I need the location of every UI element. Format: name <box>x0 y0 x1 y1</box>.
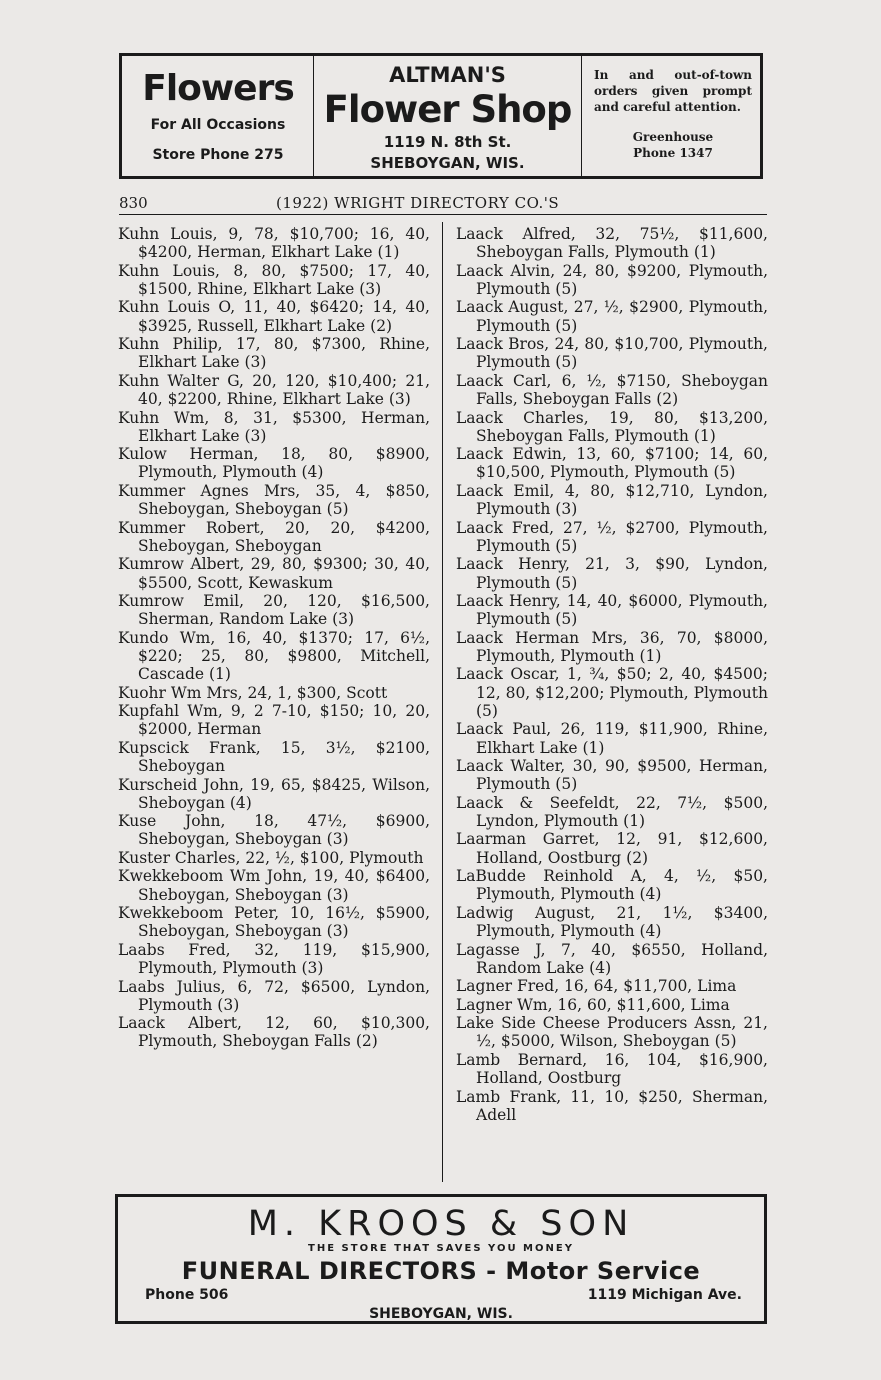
page-title: (1922) WRIGHT DIRECTORY CO.'S <box>276 194 560 212</box>
kroos-funeral-ad <box>115 1194 767 1324</box>
directory-entry: Kwekkeboom Wm John, 19, 40, $6400, Sheboygan, Sheboygan (3) <box>118 867 430 904</box>
directory-entry: Laack Henry, 21, 3, $90, Lyndon, Plymouth (5) <box>456 555 768 592</box>
directory-entry: Lake Side Cheese Producers Assn, 21, ½, $5000, Wilson, Sheboygan (5) <box>456 1014 768 1051</box>
ad-right-panel <box>582 56 760 176</box>
directory-entry: Laack Alfred, 32, 75½, $11,600, Sheboygan Falls, Plymouth (1) <box>456 225 768 262</box>
directory-entry: Kummer Robert, 20, 20, $4200, Sheboygan, Sheboygan <box>118 518 430 555</box>
ad-store-phone: Store Phone 275 <box>152 147 284 163</box>
directory-entry: Laabs Julius, 6, 72, $6500, Lyndon, Plymouth (3) <box>118 977 430 1014</box>
directory-entry: Kulow Herman, 18, 80, $8900, Plymouth, Plymouth (4) <box>118 445 430 482</box>
directory-entry: Lagner Wm, 16, 60, $11,600, Lima <box>456 995 730 1014</box>
directory-entry: Laack Edwin, 13, 60, $7100; 14, 60, $10,500, Plymouth, Plymouth (5) <box>456 445 768 482</box>
page-header <box>119 192 767 215</box>
page-number: 830 <box>119 194 148 212</box>
directory-entry: Lamb Frank, 11, 10, $250, Sherman, Adell <box>456 1087 768 1124</box>
directory-entry: Laack Alvin, 24, 80, $9200, Plymouth, Plymouth (5) <box>456 261 768 298</box>
ad-shop-city: SHEBOYGAN, WIS. <box>370 154 525 172</box>
directory-entry: Ladwig August, 21, 1½, $3400, Plymouth, Plymouth (4) <box>456 903 768 941</box>
ad-kroos-phone: Phone 506 <box>145 1287 229 1303</box>
directory-entry: Lagasse J, 7, 40, $6550, Holland, Random Lake (4) <box>456 940 768 977</box>
ad-kroos-tagline: THE STORE THAT SAVES YOU MONEY <box>308 1243 574 1254</box>
directory-entry: Kuhn Philip, 17, 80, $7300, Rhine, Elkhart Lake (3) <box>118 335 430 372</box>
ad-shop-owner: ALTMAN'S <box>389 63 506 87</box>
directory-entry: Laack Emil, 4, 80, $12,710, Lyndon, Plymouth (3) <box>456 481 768 519</box>
ad-flowers-title: Flowers <box>142 68 294 109</box>
directory-entry: Kuhn Wm, 8, 31, $5300, Herman, Elkhart Lake (3) <box>118 408 430 445</box>
directory-entry: Laack & Seefeldt, 22, 7½, $500, Lyndon, Plymouth (1) <box>456 793 768 830</box>
ad-greenhouse-phone: Phone 1347 <box>633 146 713 160</box>
directory-entry: LaBudde Reinhold A, 4, ½, $50, Plymouth, Plymouth (4) <box>456 867 768 904</box>
altman-flower-shop-ad <box>119 53 763 179</box>
directory-entry: Laabs Fred, 32, 119, $15,900, Plymouth, Plymouth (3) <box>118 940 430 978</box>
directory-entry: Laack Fred, 27, ½, $2700, Plymouth, Plymouth (5) <box>456 518 768 555</box>
ad-occasions-text: For All Occasions <box>150 117 286 133</box>
directory-entry: Kurscheid John, 19, 65, $8425, Wilson, Sheboygan (4) <box>118 775 430 812</box>
ad-greenhouse-label: Greenhouse <box>632 130 714 144</box>
ad-orders-text: In and out-of-town orders given prompt and careful attention. <box>594 68 752 114</box>
directory-entry: Laack Walter, 30, 90, $9500, Herman, Plymouth (5) <box>456 757 768 794</box>
right-column <box>456 225 768 1124</box>
ad-middle-panel <box>314 56 582 176</box>
directory-entry: Kumrow Emil, 20, 120, $16,500, Sherman, Random Lake (3) <box>118 592 430 629</box>
directory-entry: Laarman Garret, 12, 91, $12,600, Holland, Oostburg (2) <box>456 830 768 867</box>
directory-entry: Laack Henry, 14, 40, $6000, Plymouth, Plymouth (5) <box>456 592 768 629</box>
directory-entry: Kuhn Louis, 9, 78, $10,700; 16, 40, $4200, Herman, Elkhart Lake (1) <box>118 225 430 262</box>
directory-entry: Laack Herman Mrs, 36, 70, $8000, Plymouth, Plymouth (1) <box>456 628 768 665</box>
directory-entry: Kuster Charles, 22, ½, $100, Plymouth <box>118 848 424 867</box>
left-column <box>118 225 430 1051</box>
directory-entry: Kupfahl Wm, 9, 2 7-10, $150; 10, 20, $2000, Herman <box>118 702 430 739</box>
directory-entry: Kuhn Louis, 8, 80, $7500; 17, 40, $1500, Rhine, Elkhart Lake (3) <box>118 261 430 298</box>
ad-kroos-name: M. KROOS & SON <box>247 1204 635 1244</box>
directory-entry: Laack Albert, 12, 60, $10,300, Plymouth, Sheboygan Falls (2) <box>118 1014 430 1051</box>
directory-entry: Lamb Bernard, 16, 104, $16,900, Holland, Oostburg <box>456 1050 768 1088</box>
directory-entry: Laack Carl, 6, ½, $7150, Sheboygan Falls, Sheboygan Falls (2) <box>456 371 768 409</box>
directory-entry: Kundo Wm, 16, 40, $1370; 17, 6½, $220; 25, 80, $9800, Mitchell, Cascade (1) <box>118 628 430 684</box>
directory-entry: Kummer Agnes Mrs, 35, 4, $850, Sheboygan, Sheboygan (5) <box>118 481 430 519</box>
column-divider <box>442 222 443 1182</box>
directory-entry: Laack August, 27, ½, $2900, Plymouth, Plymouth (5) <box>456 298 768 335</box>
directory-entry: Kuhn Walter G, 20, 120, $10,400; 21, 40, $2200, Rhine, Elkhart Lake (3) <box>118 371 430 409</box>
ad-kroos-address: 1119 Michigan Ave. <box>587 1287 742 1303</box>
directory-entry: Laack Paul, 26, 119, $11,900, Rhine, Elkhart Lake (1) <box>456 720 768 757</box>
directory-entry: Laack Charles, 19, 80, $13,200, Sheboygan Falls, Plymouth (1) <box>456 408 768 445</box>
directory-entry: Lagner Fred, 16, 64, $11,700, Lima <box>456 977 737 996</box>
ad-kroos-contact-row <box>118 1287 764 1305</box>
ad-left-panel <box>122 56 314 176</box>
directory-entry: Laack Oscar, 1, ¾, $50; 2, 40, $4500; 12, 80, $12,200; Plymouth, Plymouth (5) <box>456 665 768 720</box>
ad-shop-name: Flower Shop <box>323 88 572 131</box>
directory-entry: Kwekkeboom Peter, 10, 16½, $5900, Sheboygan, Sheboygan (3) <box>118 904 430 941</box>
ad-kroos-headline: FUNERAL DIRECTORS - Motor Service <box>181 1257 701 1285</box>
directory-entry: Kumrow Albert, 29, 80, $9300; 30, 40, $5500, Scott, Kewaskum <box>118 555 430 592</box>
directory-entry: Kuhn Louis O, 11, 40, $6420; 14, 40, $3925, Russell, Elkhart Lake (2) <box>118 298 430 335</box>
directory-entry: Laack Bros, 24, 80, $10,700, Plymouth, Plymouth (5) <box>456 335 768 372</box>
directory-entry: Kupscick Frank, 15, 3½, $2100, Sheboygan <box>118 738 430 776</box>
directory-entry: Kuse John, 18, 47½, $6900, Sheboygan, Sheboygan (3) <box>118 812 430 849</box>
directory-entry: Kuohr Wm Mrs, 24, 1, $300, Scott <box>118 683 388 702</box>
ad-kroos-city: SHEBOYGAN, WIS. <box>369 1306 513 1322</box>
ad-shop-street: 1119 N. 8th St. <box>383 133 512 151</box>
